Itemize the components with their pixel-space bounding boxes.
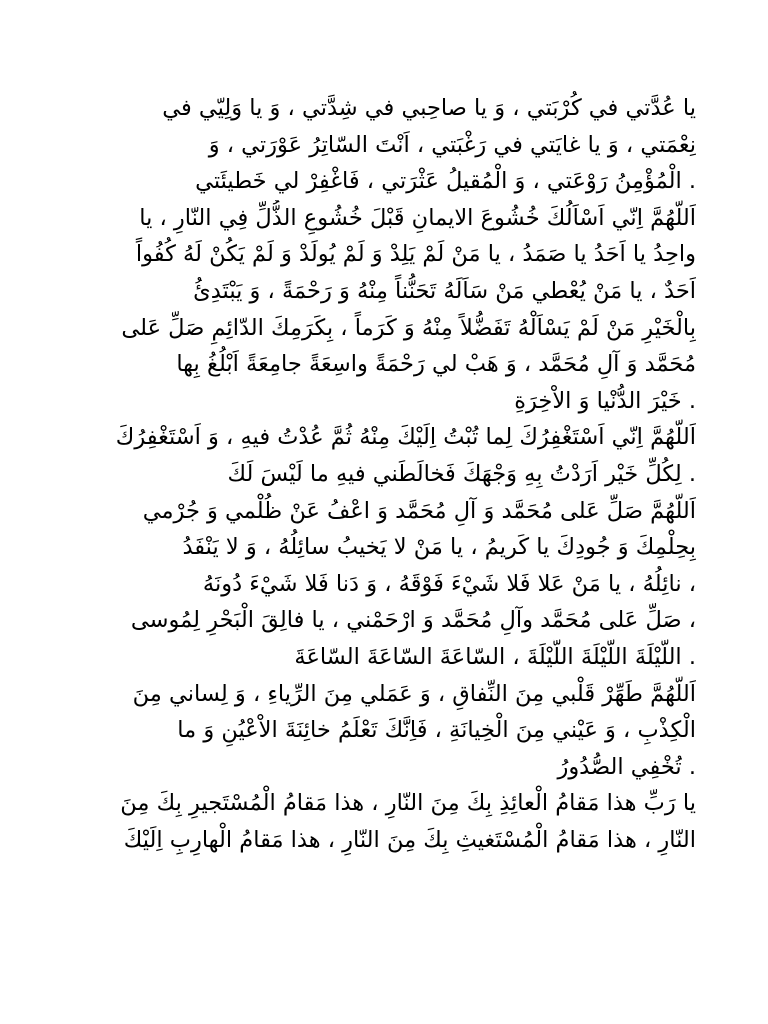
text-line-21: النّارِ ، هذا مَقامُ الْمُسْتَغيثِ بِكَ مِنَ النّارِ ، هذا مَقامُ الْهارِبِ اِلَيْكَ <box>123 826 696 853</box>
text-line-7: بِالْخَيْرِ مَنْ لَمْ يَسْاَلْهُ تَفَضُّلاً مِنْهُ وَ كَرَماً ، بِكَرَمِكَ الدّائِمِ صَلِّ عَلى <box>121 314 696 341</box>
text-line-8: مُحَمَّد وَ آلِ مُحَمَّد ، وَ هَبْ لي رَحْمَةً واسِعَةً جامِعَةً اَبْلُغُ بِها <box>176 351 696 378</box>
text-line-5: واحِدُ يا اَحَدُ يا صَمَدُ ، يا مَنْ لَمْ يَلِدْ وَ لَمْ يُولَدْ وَ لَمْ يَكُنْ لَهُ كُفُواً <box>135 241 696 268</box>
text-line-6: اَحَدٌ ، يا مَنْ يُعْطي مَنْ سَاَلَهُ تَحَنُّناً مِنْهُ وَ رَحْمَةً ، وَ يَبْتَدِئُ <box>193 277 696 304</box>
text-line-1: يا عُدَّتي في كُرْبَتي ، وَ يا صاحِبي في شِدَّتي ، وَ يا وَلِيّي في <box>162 95 696 121</box>
text-line-3: . الْمُؤْمِنُ رَوْعَتي ، وَ الْمُقيلُ عَثْرَتي ، فَاغْفِرْ لي خَطيئَتي <box>195 168 696 195</box>
prayer-text-body <box>96 90 696 858</box>
text-line-14: ، نائِلُهُ ، يا مَنْ عَلا فَلا شَيْءَ فَوْقَهُ ، وَ دَنا فَلا شَيْءَ دُونَهُ <box>202 570 696 597</box>
text-line-15: ، صَلِّ عَلى مُحَمَّد وآلِ مُحَمَّد وَ ارْحَمْني ، يا فالِقَ الْبَحْرِ لِمُوسى <box>130 607 696 634</box>
text-line-19: . تُخْفِي الصُّدُورُ <box>557 753 696 780</box>
text-line-4: اَللّهُمَّ اِنّي اَسْاَلُكَ خُشُوعَ الايمانِ قَبْلَ خُشُوعِ الذُّلِّ فِي النّارِ ، يا <box>139 204 696 231</box>
text-line-9: . خَيْرَ الدُّنْيا وَ الاْخِرَةِ <box>514 387 696 414</box>
text-line-11: . لِكُلِّ خَيْر اَرَدْتُ بِهِ وَجْهَكَ فَخالَطَني فيهِ ما لَيْسَ لَكَ <box>227 460 696 487</box>
text-line-10: اَللّهُمَّ اِنّي اَسْتَغْفِرُكَ لِما تُبْتُ اِلَيْكَ مِنْهُ ثُمَّ عُدْتُ فيهِ ، وَ اَسْتَغْفِرُكَ <box>115 424 696 451</box>
text-line-16: . اللَّيْلَةَ اللَّيْلَةَ اللَّيْلَةَ ، السّاعَةَ السّاعَةَ السّاعَةَ <box>294 643 696 670</box>
text-line-12: اَللّهُمَّ صَلِّ عَلى مُحَمَّد وَ آلِ مُحَمَّد وَ اعْفُ عَنْ ظُلْمي وَ جُرْمي <box>142 497 696 524</box>
text-line-17: اَللّهُمَّ طَهِّرْ قَلْبي مِنَ النِّفاقِ ، وَ عَمَلي مِنَ الرِّياءِ ، وَ لِساني مِنَ <box>132 680 696 707</box>
text-line-20: يا رَبِّ هذا مَقامُ الْعائِذِ بِكَ مِنَ النّارِ ، هذا مَقامُ الْمُسْتَجيرِ بِكَ مِنَ <box>120 790 696 817</box>
text-line-2: نِعْمَتي ، وَ يا غايَتي في رَغْبَتي ، اَنْتَ السّاتِرُ عَوْرَتي ، وَ <box>208 131 696 158</box>
text-line-13: بِحِلْمِكَ وَ جُودِكَ يا كَريمُ ، يا مَنْ لا يَخيبُ سائِلُهُ ، وَ لا يَنْفَدُ <box>182 534 696 561</box>
text-line-18: الْكِذْبِ ، وَ عَيْني مِنَ الْخِيانَةِ ، فَاِنَّكَ تَعْلَمُ خائِنَةَ الاْعْيُنِ وَ ما <box>177 717 696 744</box>
